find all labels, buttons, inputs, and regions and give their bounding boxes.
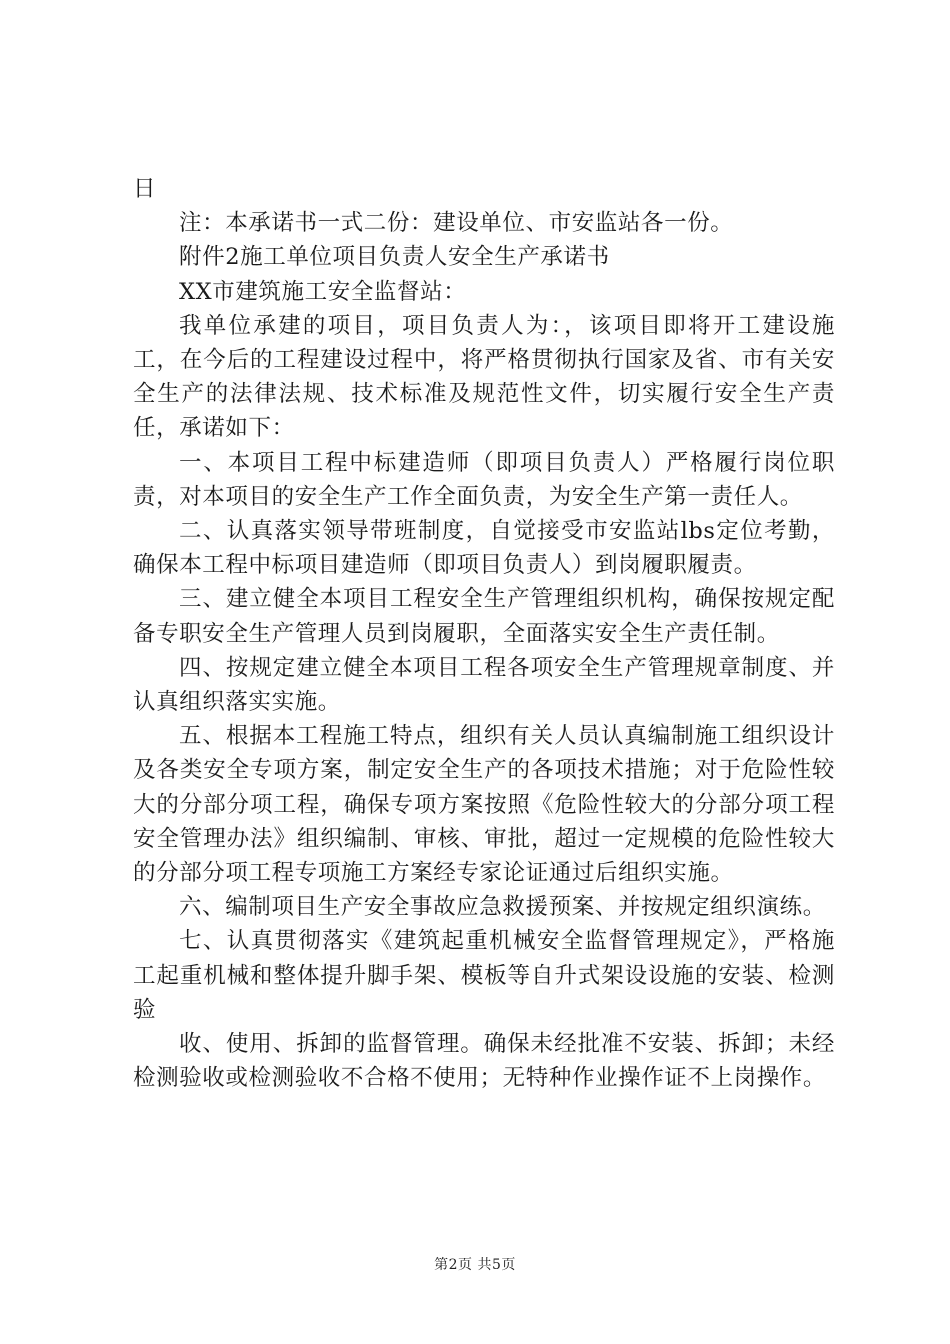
document-body [133, 172, 835, 1095]
paragraph: 日 [133, 176, 157, 202]
paragraph: XX市建筑施工安全监督站： [179, 278, 467, 305]
page-number-footer: 第2页 共5页 [434, 1257, 516, 1273]
paragraph: 一、本项目工程中标建造师（即项目负责人）严格履行岗位职责，对本项目的安全生产工作全面负责，为安全生产第一责任人。 [133, 449, 835, 510]
paragraph: 二、认真落实领导带班制度，自觉接受市安监站lbs定位考勤，确保本工程中标项目建造师（即项目负责人）到岗履职履责。 [133, 518, 835, 579]
paragraph: 注：本承诺书一式二份：建设单位、市安监站各一份。 [179, 210, 734, 237]
paragraph: 六、编制项目生产安全事故应急救援预案、并按规定组织演练。 [179, 894, 826, 921]
paragraph: 五、根据本工程施工特点，组织有关人员认真编制施工组织设计及各类安全专项方案，制定安全生产的各项技术措施；对于危险性较大的分部分项工程，确保专项方案按照《危险性较大的分部分项工程安全管理办法》组织编制、审核、审批，超过一定规模的危险性较大的分部分项工程专项施工方案经专家论证通过后组织实施。 [133, 723, 835, 887]
paragraph: 三、建立健全本项目工程安全生产管理组织机构，确保按规定配备专职安全生产管理人员到岗履职，全面落实安全生产责任制。 [133, 586, 835, 647]
paragraph: 四、按规定建立健全本项目工程各项安全生产管理规章制度、并认真组织落实实施。 [133, 654, 835, 716]
paragraph: 收、使用、拆卸的监督管理。确保未经批准不安装、拆卸；未经检测验收或检测验收不合格不使用；无特种作业操作证不上岗操作。 [133, 1031, 835, 1092]
paragraph: 七、认真贯彻落实《建筑起重机械安全监督管理规定》，严格施工起重机械和整体提升脚手架、模板等自升式架设设施的安装、检测验 [133, 928, 835, 1023]
paragraph: 我单位承建的项目，项目负责人为：，该项目即将开工建设施工，在今后的工程建设过程中，将严格贯彻执行国家及省、市有关安全生产的法律法规、技术标准及规范性文件，切实履行安全生产责任，承诺如下： [133, 312, 835, 442]
paragraph: 附件2施工单位项目负责人安全生产承诺书 [179, 244, 610, 271]
